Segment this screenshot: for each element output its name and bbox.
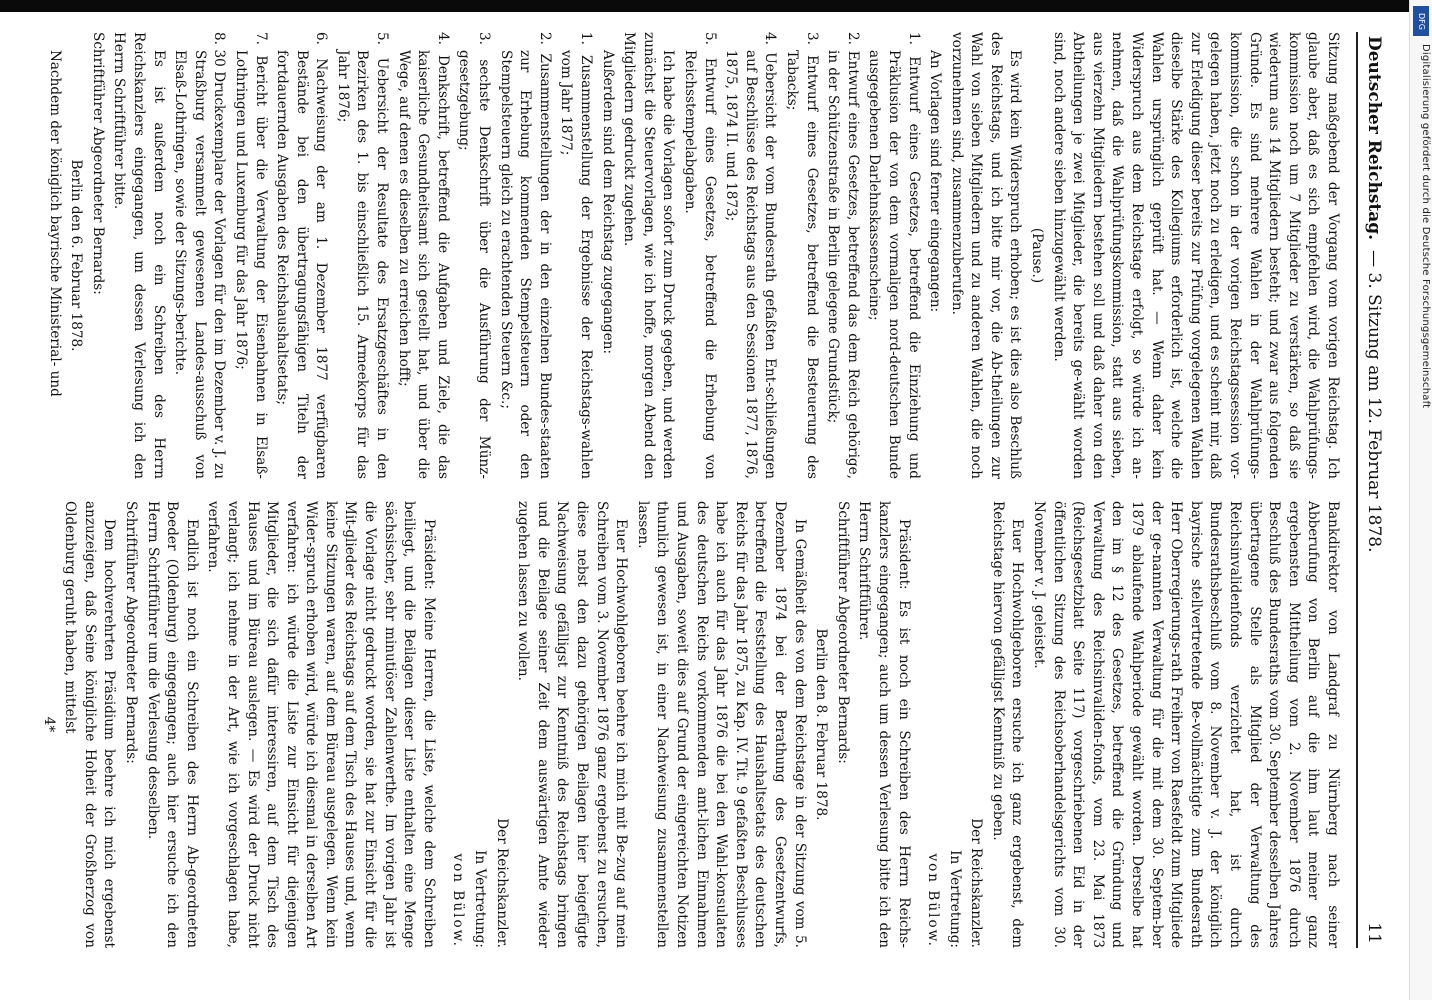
scan-border-bar [0,0,1410,12]
list-item: 1. Entwurf eines Gesetzes, betreffend die Einziehung und Präklusion der von dem vormaligen nord-deutschen Bunde ausgegebenen Darlehnskassenscheine; [866,32,922,479]
list-item: 2. Zusammenstellungen der in den einzelnen Bundes-staaten zur Erhebung kommenden Stempelsteuern oder den Stempelsteuern gleich zu erachtenden Steuern &c.; [497,32,553,479]
list-item: 3. Entwurf eines Gesetzes, betreffend die Besteuerung des Tabacks; [783,32,820,479]
pause-note: (Pause.) [1029,227,1046,284]
paragraph: Es ist außerdem noch ein Schreiben des Herrn Reichskanzlers eingegangen, um dessen Verlesung ich den Herrn Schriftführer bitte. [111,32,167,479]
header-session: — 3. Sitzung am 12. Februar 1878. [1364,250,1384,553]
signature-title: Der Reichskanzler. [968,818,985,948]
dfg-logo: DFG [1413,6,1429,36]
paragraph: Dem hochverehrten Präsidium beehre ich mich ergebenst anzuzeigen, daß Seine königliche Hoheit der Großherzog von Oldenburg geruht haben, mittelst [62,501,118,948]
list-item: 4. Denkschrift, betreffend die Aufgaben und Ziele, die das kaiserliche Gesundheitsamt sich gestellt hat, und über die Wege, auf denen es dieselben zu erreichen hofft; [395,32,451,479]
paragraph: Präsident: Meine Herren, die Liste, welche dem Schreiben beiliegt, und die Beilagen dieser Liste enthalten eine Menge sächsischer, sehr minutiöser Zahlenwerthe. Im vorigen Jahr ist die Vorlage nicht gedruckt worden, sie hat zur Einsicht für die Mit-glieder des Reichstags auf dem Tisch des Hauses und, wenn keine Sitzungen waren, auf dem Büreau ausgelegen. Wenn kein Wider-spruch erhoben wird, würde ich diesmal in derselben Art verfahren: ich würde die Liste zur Einsicht für diejenigen Mitglieder, die sich dafür interessiren, auf dem Tisch des Hauses und im Büreau auslegen. — Es wird der Druck nicht verlangt; ich nehme in der Art, wie ich vorgeschlagen habe, verfahren. [205,501,437,948]
signature-role: In Vertretung: [472,850,489,948]
digitization-margin [1409,0,1432,1000]
paragraph: Bankdirektor von Landgraf zu Nürnberg nach seiner Abberufung von Berlin auf die ihm laut meiner ganz ergebensten Mittheilung vom 2. November 1876 durch Beschluß des Bundesraths vom 30. September desselben Jahres übertragene Stelle als Mitglied der Verwaltung des Reichsinvalidenfonds verzichtet hat, ist durch Bundesrathsbeschluß vom 8. November v. J. der königlich bayrische stellvertretende Be-vollmächtigte zum Bundesrath Herr Oberregierungs-rath Freiherr von Raesfeldt zum Mitgliede der ge-nannten Verwaltung für die mit dem 30. Septem-ber 1879 ablaufende Wahlperiode gewählt worden. Derselbe hat den im § 12 des Gesetzes, betreffend die Gründung und Verwaltung des Reichsinvaliden-fonds, vom 23. Mai 1873 (Reichsgesetzblatt Seite 117) vorgeschriebenen Eid in der öffentlichen Sitzung des Reichsoberhandelsgerichts vom 30. November v. J. geleistet. [1031,501,1341,948]
list-item: 3. sechste Denkschrift über die Ausführung der Münz-gesetzgebung; [456,32,493,479]
speaker-line: Schriftführer Abgeordneter Bernards: [122,501,139,764]
paragraph: Ich habe die Vorlagen sofort zum Druck gegeben, und werden zunächst die Steuervorlagen, wie ich hoffe, morgen Abend den Mitgliedern gedruckt zugehen. [621,32,677,479]
list-item: 4. Uebersicht der vom Bundesrath gefaßten Ent-schließungen auf Beschlüsse des Reichstags aus den Sessionen 1877, 1876, 1875, 1874 II. und 1873; [723,32,779,479]
digitization-note: Digitalisierung gefördert durch die Deutsche Forschungsgemeinschaft [1420,44,1431,409]
paragraph: Nachdem der königlich bayrische Ministerial- und [46,50,63,397]
text-columns [36,32,1356,948]
paragraph: Präsident: Es ist noch ein Schreiben des Herrn Reichs-kanzlers eingegangen; auch um dessen Verlesung bitte ich den Herrn Schriftführer. [856,501,912,948]
signature-role: In Vertretung: [946,850,963,948]
scanned-page-area [0,14,1405,994]
list-item: 8. 30 Druckexemplare der Vorlagen für den im Dezember v. J. zu Straßburg versammelt gewesenen Landes-ausschuß von Elsaß-Lothringen, sowie der Sitzungs-berichte. [172,32,228,479]
page-number: 11 [1364,922,1384,944]
paragraph: Außerdem sind dem Reichstag zugegangen: [599,50,616,355]
list-item: 5. Uebersicht der Resultate des Ersatzgeschäftes in den Bezirken des 1. bis einschließlich 15. Armeekorps für das Jahr 1876; [334,32,391,479]
speaker-line: Schriftführer Abgeordneter Bernards: [89,32,106,295]
signature-name: von Bülow. [450,853,467,948]
paragraph: Endlich ist noch ein Schreiben des Herrn Ab-geordneten Boeder (Oldenburg) eingegangen; auch hier ersuche ich den Herrn Schriftführer um die Verlesung desselben. [144,501,200,948]
document-page [10,14,1400,974]
column-right [36,501,1342,948]
letter-date: Berlin den 6. Februar 1878. [68,159,85,352]
list-item: 2. Entwurf eines Gesetzes, betreffend das dem Reich gehörige, in der Schützenstraße in Berlin gelegene Grundstück; [825,32,861,479]
letter-date: Berlin den 8. Februar 1878. [813,628,830,821]
paragraph: Es wird kein Widerspruch erhoben; es ist dies also Beschluß des Reichstags, und ich bitte mir vor, die Ab-theilungen zur Wahl von sieben Mitgliedern und zu anderen Wahlen, die noch vorzunehmen sind, zusammenzuberufen. [948,32,1024,479]
page-header [1356,32,1384,948]
paragraph: In Gemäßheit des von dem Reichstage in der Sitzung vom 5. Dezember 1874 bei der Berathung des Gesetzentwurfs, betreffend die Feststellung des Haushaltsetats des deutschen Reichs für das Jahr 1875, zu Kap. IV. Tit. 9 gefaßten Beschlusses habe ich auch für das Jahr 1876 die bei den Wahl-konsulaten des deutschen Reichs vorkommenden amt-lichen Einnahmen und Ausgaben, soweit dies auf Grund der eingereichten Notizen thunlich gewesen ist, in einer Nachweisung zusammenstellen lassen. [634,501,808,948]
paragraph: Euer Hochwohlgeboren ersuche ich ganz ergebenst, dem Reichstage hiervon gefälligst Kenntniß zu geben. [989,501,1026,948]
sheet-signature: 4* [40,716,57,733]
paragraph: Euer Hochwohlgeboren beehre ich mich mit Be-zug auf mein Schreiben vom 3. November 1876 ganz ergebenst zu ersuchen, diese nebst den dazu gehörigen Beilagen hier beigefügte Nachweisung gefälligst zur Kenntniß des Reichstags bringen und die Beilage seiner Zeit dem auswärtigen Amte wieder zugehen lassen zu wollen. [515,501,630,948]
list-item: 7. Bericht über die Verwaltung der Eisenbahnen in Elsaß-Lothringen und Luxemburg für das Jahr 1876; [232,32,269,479]
paragraph: An Vorlagen sind ferner eingegangen: [927,50,944,313]
speaker-line: Schriftführer Abgeordneter Bernards: [834,501,851,764]
column-left [36,32,1342,479]
signature-name: von Bülow. [925,853,942,948]
signature-title: Der Reichskanzler. [493,818,510,948]
paragraph: Sitzung maßgebend der Vorgang vom vorigen Reichstag. Ich glaube aber, daß es sich empfehlen wird, die Wahlprüfungs-kommission noch um 7 Mitglieder zu verstärken, so daß sie wiederum aus 14 Mitgliedern besteht; und zwar aus folgenden Gründe. Es sind mehrere Wahlen in der Wahlprüfungs-kommission, die schon in der vorigen Reichstagssession vor-gelegen haben, jetzt noch zu erledigen, und es scheint mir, daß zur Erledigung dieser bereits zur Prüfung vorgelegenen Wahlen dieselbe Stärke des Kollegiums erforderlich ist, welche die Wahlen ursprünglich geprüft hat. — Wenn daher kein Widerspruch aus dem Reichstage erfolgt, so würde ich an-nehmen, daß die Wahlprüfungskommission, statt aus sieben, aus vierzehn Mitgliedern bestehen soll und daß daher von den Abtheilungen je zwei Mitglieder, die bereits ge-wählt worden sind, noch andere sieben hinzugewählt werden. [1050,32,1341,479]
header-journal: Deutscher Reichstag. [1364,36,1384,241]
list-item: 1. Zusammenstellung der Ergebnisse der Reichstags-wahlen vom Jahr 1877; [558,32,595,479]
list-item: 5. Entwurf eines Gesetzes, betreffend die Erhebung von Reichsstempelabgaben. [682,32,718,479]
list-item: 6. Nachweisung der am 1. Dezember 1877 verfügbaren Bestände bei den übertragungsfähigen Titeln der fortdauernden Ausgaben des Reichshaushaltsetats; [274,32,330,479]
